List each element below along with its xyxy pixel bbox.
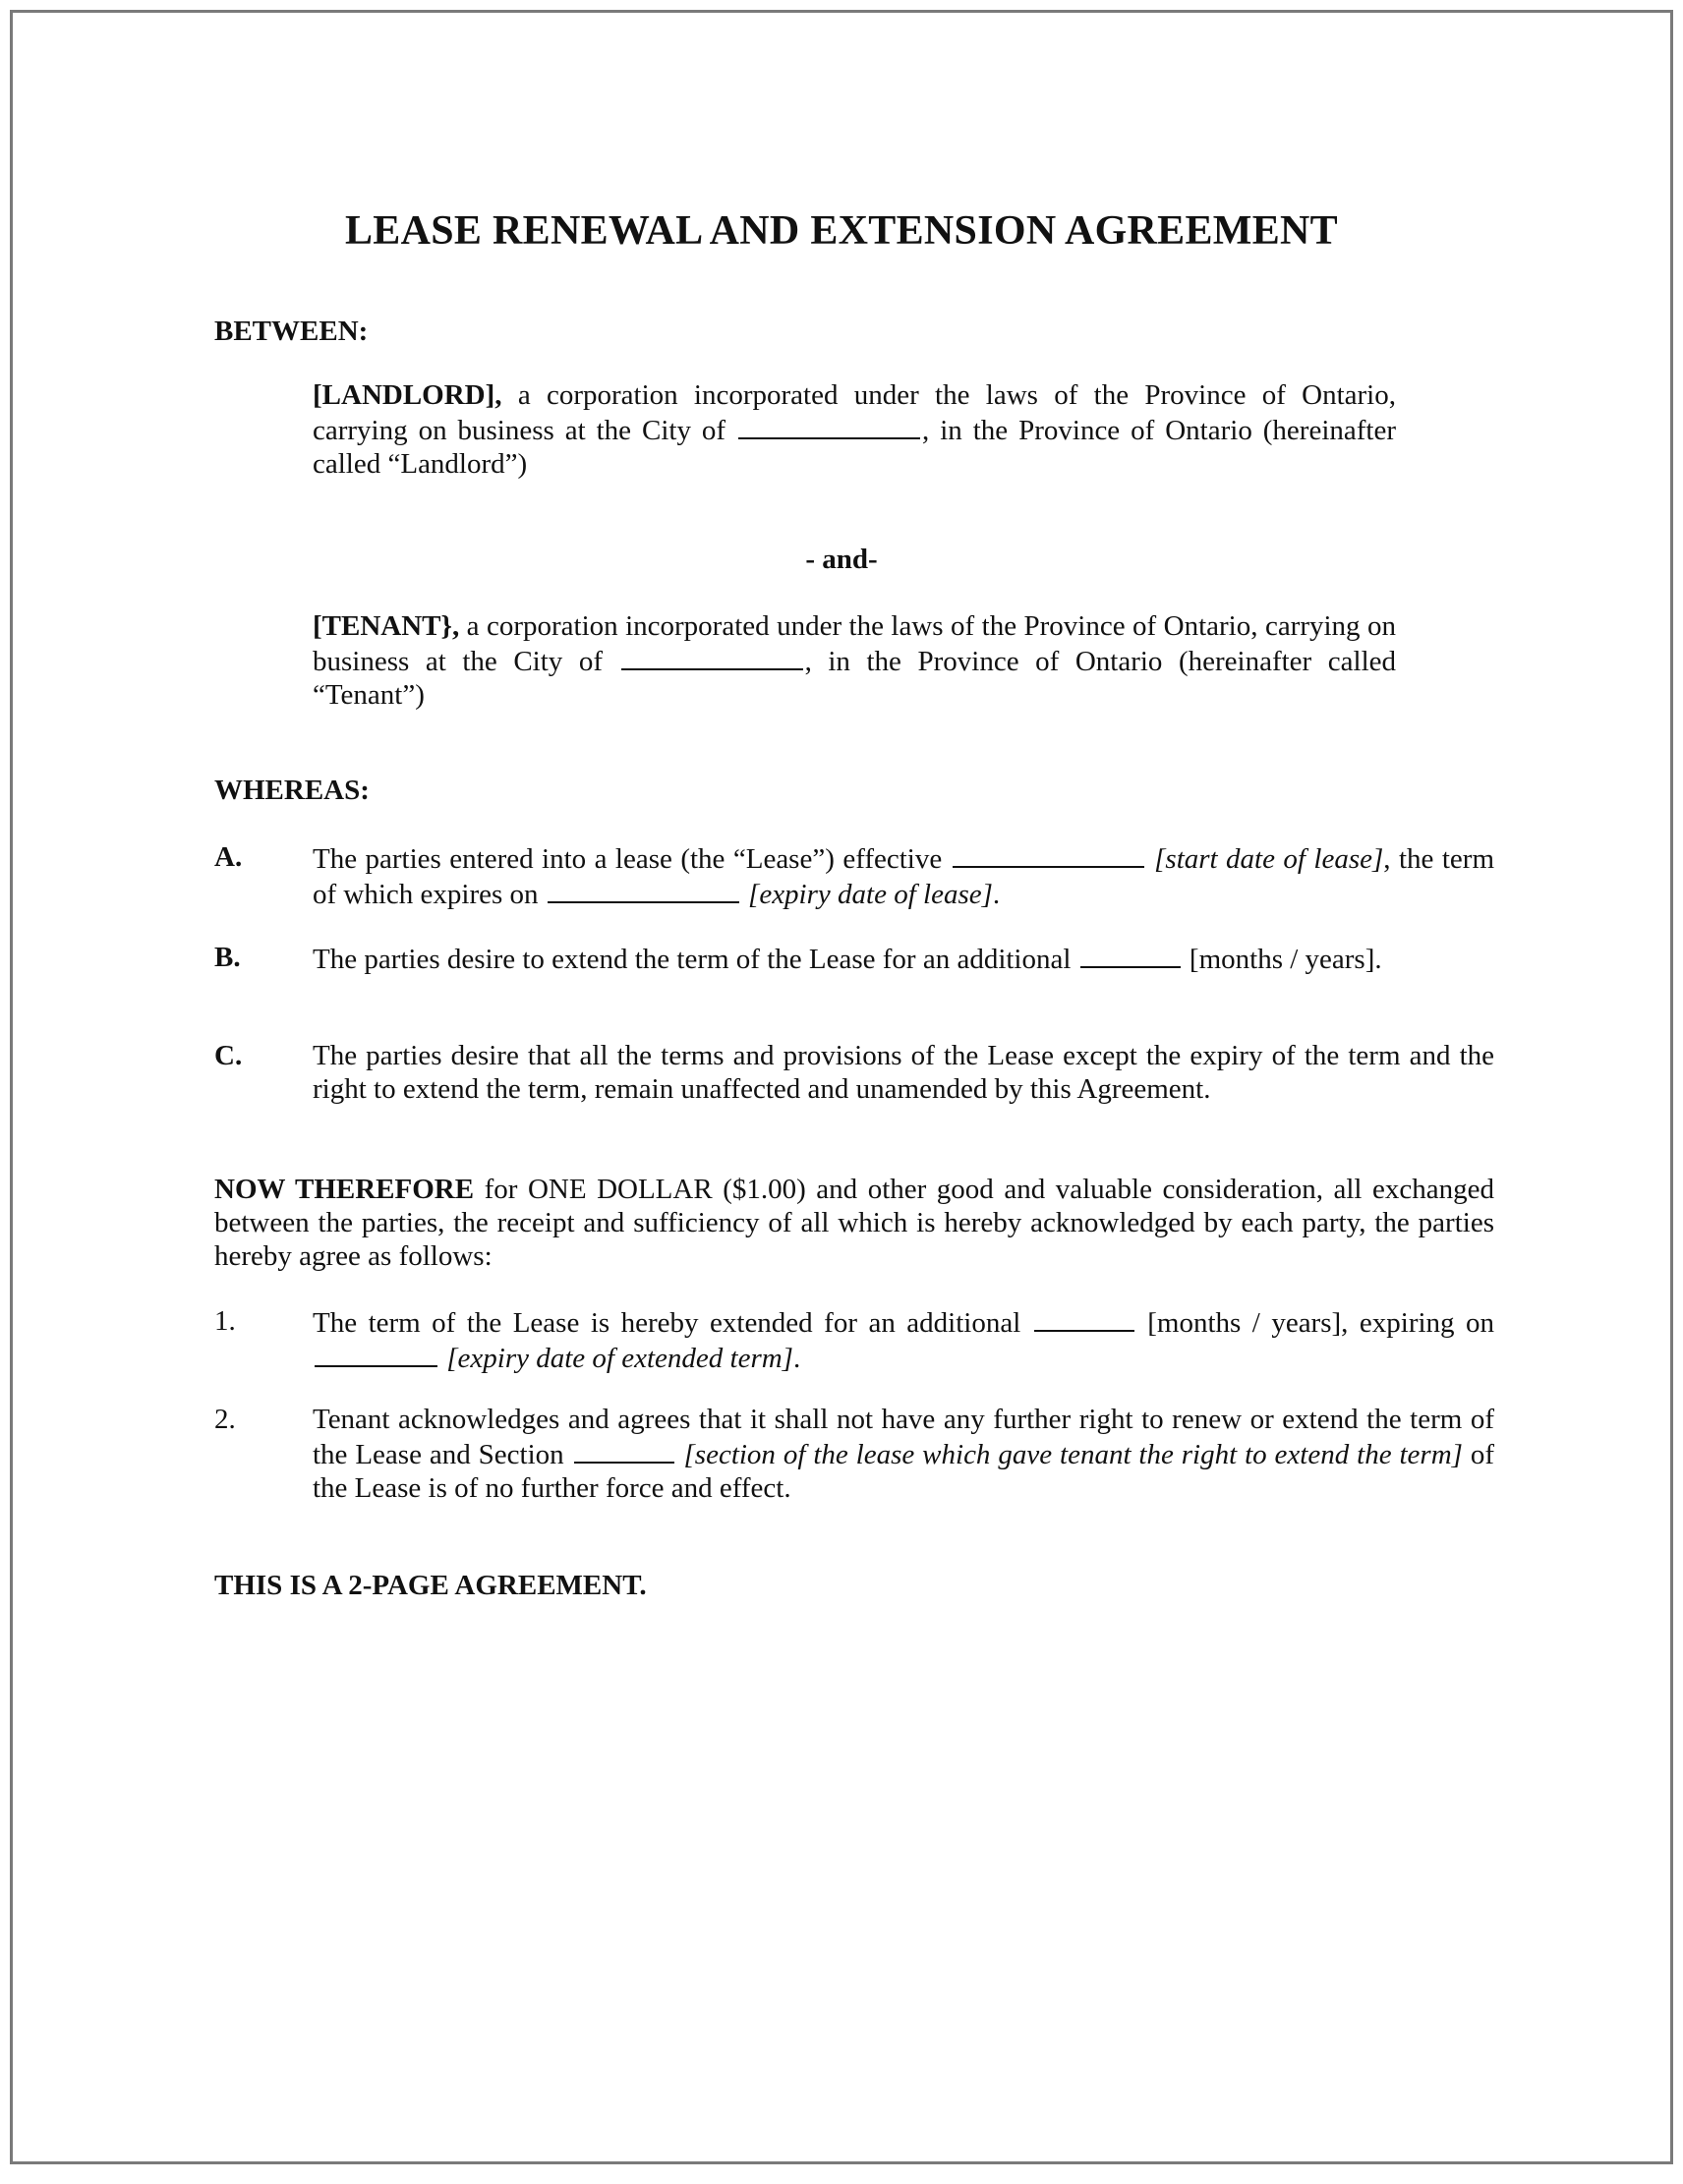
now-therefore-paragraph	[214, 1173, 1494, 1273]
recital-b	[313, 941, 1494, 976]
recital-b-text-1: The parties desire to extend the term of the Lease for an additional	[313, 944, 1072, 975]
clause-1-period-blank[interactable]	[1034, 1304, 1134, 1332]
clause-2-text-1: Tenant acknowledges and agrees that it shall not have any further right to renew or extend the term of the Lease and Section	[313, 1404, 1494, 1470]
landlord-city-blank[interactable]	[738, 412, 920, 439]
now-therefore-lead: NOW THEREFORE	[214, 1174, 475, 1205]
document-page	[10, 10, 1673, 2164]
extended-expiry-note: [expiry date of extended term]	[446, 1343, 793, 1374]
clause-1-text-1: The term of the Lease is hereby extended for an additional	[313, 1307, 1021, 1339]
recital-b-marker: B.	[214, 942, 241, 973]
start-date-blank[interactable]	[953, 840, 1144, 868]
tenant-name: [TENANT},	[313, 610, 460, 642]
tenant-text-1: a corporation incorporated under the laws of the Province of Ontario, carrying on business at the City of	[313, 610, 1397, 677]
expiry-date-note: [expiry date of lease]	[748, 879, 993, 910]
recital-a	[313, 840, 1494, 911]
and-separator: - and-	[805, 544, 878, 575]
recital-a-text-2: , the term of which expires on	[313, 843, 1495, 910]
recital-a-marker: A.	[214, 841, 243, 873]
landlord-text-1: a corporation incorporated under the laws of the Province of Ontario, carrying on business at the City of	[313, 379, 1396, 446]
clause-1-text-2: [months / years], expiring on	[1147, 1307, 1495, 1339]
recital-a-text-1: The parties entered into a lease (the “Lease”) effective	[313, 843, 943, 875]
extension-period-blank[interactable]	[1080, 941, 1181, 968]
clause-2-text-2: of the Lease is of no further force and effect.	[313, 1439, 1495, 1504]
now-therefore-text: for ONE DOLLAR ($1.00) and other good and valuable consideration, all exchanged between the parties, the receipt and sufficiency of all which is hereby acknowledged by each party, the parties hereby agree as follows:	[214, 1174, 1495, 1272]
expiry-date-blank[interactable]	[548, 876, 739, 903]
clause-1-marker: 1.	[214, 1305, 236, 1337]
clause-1-text-3: .	[792, 1343, 801, 1374]
section-note: [section of the lease which gave tenant the right to extend the term]	[683, 1439, 1463, 1470]
recital-c-marker: C.	[214, 1040, 243, 1071]
clause-2-marker: 2.	[214, 1404, 236, 1435]
landlord-name: [LANDLORD],	[313, 379, 502, 411]
whereas-label: WHEREAS:	[214, 775, 370, 806]
recital-c: The parties desire that all the terms and provisions of the Lease except the expiry of the term and the right to extend the term, remain unaffected and unamended by this Agreement.	[313, 1040, 1494, 1105]
recital-a-text-3: .	[992, 879, 1001, 910]
tenant-city-blank[interactable]	[621, 643, 803, 670]
clause-1	[313, 1304, 1494, 1375]
landlord-text-2: , in the Province of Ontario (hereinafter called “Landlord”)	[313, 415, 1397, 480]
section-number-blank[interactable]	[574, 1436, 674, 1464]
extended-expiry-blank[interactable]	[315, 1340, 437, 1367]
clause-2	[313, 1403, 1494, 1505]
between-label: BETWEEN:	[214, 316, 369, 347]
tenant-text-2: , in the Province of Ontario (hereinafter called “Tenant”)	[313, 646, 1396, 711]
tenant-paragraph	[313, 609, 1396, 712]
page-count-note: THIS IS A 2-PAGE AGREEMENT.	[214, 1570, 647, 1601]
landlord-paragraph	[313, 378, 1396, 481]
start-date-note: [start date of lease]	[1154, 843, 1384, 875]
recital-b-text-2: [months / years].	[1189, 944, 1382, 975]
document-title: LEASE RENEWAL AND EXTENSION AGREEMENT	[344, 208, 1338, 254]
